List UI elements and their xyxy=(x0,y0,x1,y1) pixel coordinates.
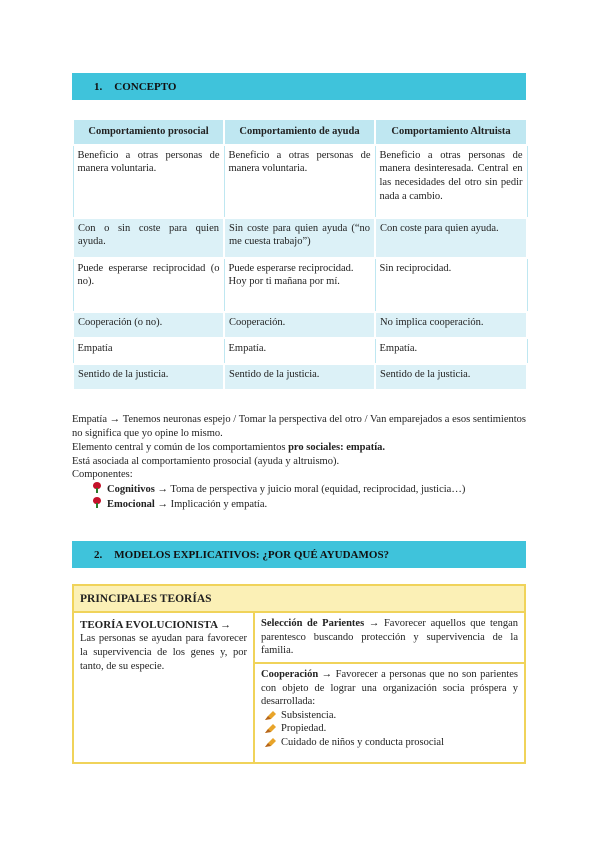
table-header: Comportamiento prosocial xyxy=(73,119,224,145)
table-row xyxy=(73,364,527,390)
theories-body xyxy=(74,613,524,764)
section-heading-modelos xyxy=(72,541,526,568)
section-number: 2. xyxy=(94,548,103,561)
table-cell: Beneficio a otras personas de manera desinteresada. Central en las necesidades del otro sin pedir nada a cambio. xyxy=(375,145,527,218)
cooperation xyxy=(255,662,524,754)
table-cell: Sentido de la justicia. xyxy=(375,364,527,390)
rose-flower-icon xyxy=(92,482,102,493)
list-item-text: Subsistencia. xyxy=(281,709,337,721)
table-cell: Puede esperarse reciprocidad (o no). xyxy=(73,258,224,312)
pencil-icon xyxy=(265,724,276,733)
kin-selection xyxy=(255,613,524,662)
note-components-label: Componentes: xyxy=(72,469,133,481)
subtype-label: Cooperación xyxy=(261,668,319,680)
note-association: Está asociada al comportamiento prosocial (ayuda y altruismo). xyxy=(72,455,340,467)
table-cell: Beneficio a otras personas de manera voluntaria. xyxy=(224,145,375,218)
list-item xyxy=(261,736,518,750)
table-cell: Cooperación. xyxy=(224,312,375,338)
list-item xyxy=(261,709,518,723)
table-cell: Empatía xyxy=(73,338,224,364)
subtype-text: → Favorecer aquellos que tengan parentesco buscando protección y supervivencia de la familia. xyxy=(261,618,518,657)
theory-title: TEORÍA EVOLUCIONISTA → xyxy=(80,619,232,631)
section-title: CONCEPTO xyxy=(114,80,177,93)
cooperation-text xyxy=(261,668,518,709)
table-row xyxy=(73,258,527,312)
component-label: Emocional xyxy=(107,499,155,511)
table-cell: Sin reciprocidad. xyxy=(375,258,527,312)
table-cell: Sin coste para quien ayuda (“no me cuesta trabajo”) xyxy=(224,218,375,258)
table-cell: Con coste para quien ayuda. xyxy=(375,218,527,258)
table-cell-text: Hoy por ti mañana por mí. xyxy=(228,276,340,288)
table-header: Comportamiento Altruista xyxy=(375,119,527,145)
table-row xyxy=(73,338,527,364)
pencil-icon xyxy=(265,738,276,747)
table-header: Comportamiento de ayuda xyxy=(224,119,375,145)
table-row xyxy=(73,312,527,338)
theories-box xyxy=(72,584,526,764)
table-cell: Con o sin coste para quien ayuda. xyxy=(73,218,224,258)
note-central-element xyxy=(72,441,526,455)
table-cell: Empatía. xyxy=(224,338,375,364)
table-row xyxy=(73,218,527,258)
section-title: MODELOS EXPLICATIVOS: ¿POR QUÉ AYUDAMOS? xyxy=(114,548,390,561)
table-header-row xyxy=(73,119,527,145)
table-cell xyxy=(224,258,375,312)
list-item-text: Propiedad. xyxy=(281,723,327,735)
list-item-text: Cuidado de niños y conducta prosocial xyxy=(281,737,445,749)
theory-subtypes xyxy=(255,613,524,764)
rose-flower-icon xyxy=(92,497,102,508)
component-label: Cognitivos xyxy=(107,484,155,496)
theory-description: Las personas se ayudan para favorecer la supervivencia de los genes y, por tanto, de su especie. xyxy=(80,633,247,672)
empathy-notes xyxy=(72,413,526,512)
table-row xyxy=(73,145,527,218)
table-cell: Beneficio a otras personas de manera voluntaria. xyxy=(73,145,224,218)
section-heading-concepto xyxy=(72,73,526,100)
theories-heading: PRINCIPALES TEORÍAS xyxy=(74,586,524,613)
table-cell: Empatía. xyxy=(375,338,527,364)
subtype-label: Selección de Parientes xyxy=(261,618,365,629)
note-text: Elemento central y común de los comportamientos xyxy=(72,441,289,453)
subtype-text: → Favorecer a personas que no son parientes con objeto de lograr una organización socia próspera y desarrollada: xyxy=(261,668,518,708)
section-number: 1. xyxy=(94,80,103,93)
note-empathy-definition: Empatía → Tenemos neuronas espejo / Tomar la perspectiva del otro / Van emparejados a esos sentimientos no significa que yo opine lo mismo. xyxy=(72,414,526,439)
table-cell: Cooperación (o no). xyxy=(73,312,224,338)
list-item xyxy=(72,482,526,497)
table-cell-text: Puede esperarse reciprocidad. xyxy=(228,262,354,274)
component-text: → Implicación y empatía. xyxy=(154,499,268,511)
evolutionist-theory xyxy=(74,613,255,764)
table-cell: Sentido de la justicia. xyxy=(73,364,224,390)
note-emphasis: pro sociales: empatía. xyxy=(288,441,385,453)
list-item xyxy=(261,722,518,736)
component-text: → Toma de perspectiva y juicio moral (equidad, reciprocidad, justicia…) xyxy=(154,484,466,496)
pencil-icon xyxy=(265,711,276,720)
table-cell: Sentido de la justicia. xyxy=(224,364,375,390)
comparison-table xyxy=(72,118,528,391)
list-item xyxy=(72,497,526,512)
table-cell: No implica cooperación. xyxy=(375,312,527,338)
